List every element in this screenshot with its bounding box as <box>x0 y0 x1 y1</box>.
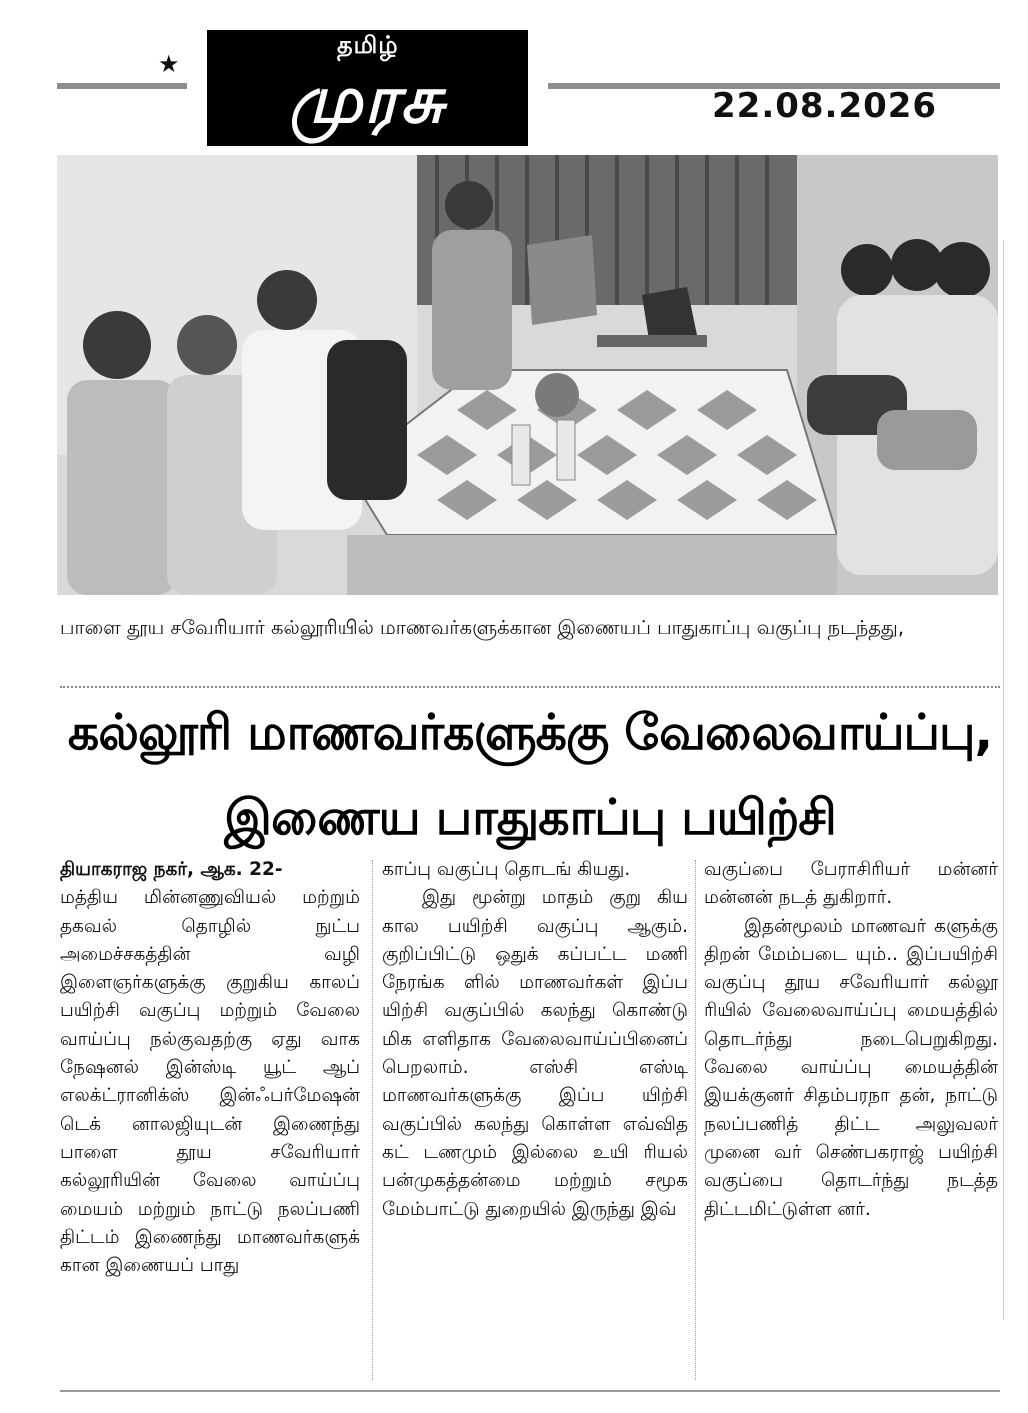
article-col1-text: மத்திய மின்னணுவியல் மற்றும் தகவல் தொழில் நுட்ப அமைச்சகத்தின் வழி இளைஞர்களுக்கு குறுகிய காலப் பயிற்சி வகுப்பு மற்றும் வேலை வாய்ப்பு நல்குவதற்கு ஏது வாக நேஷனல் இன்ஸ்டி யூட் ஆப் எலக்ட்ரானிக்ஸ் இன்ஃபர்மேஷன் டெக் னாலஜியுடன் இணைந்து பாளை தூய சவேரியார் கல்லூரியின் வேலை வாய்ப்பு மையம் மற்றும் நாட்டு நலப்பணி திட்டம் இணைந்து மாணவர்களுக் கான இணையப் பாது <box>60 887 360 1277</box>
article-col3-p2: இதன்மூலம் மாணவர் களுக்கு திறன் மேம்படை யும்.. இப்பயிற்சி வகுப்பு தூய சவேரியார் கல்லூ ரியில் வேலைவாய்ப்பு மையத்தில் தொடர்ந்து நடைபெறுகிறது. வேலை வாய்ப்பு மையத்தின் இயக்குனர் சிதம்பரநா தன், நாட்டு நலப்பணித் திட்ட அலுவலர் முனை வர் செண்பகராஜ் பயிற்சி வகுப்பை தொடர்ந்து நடத்த திட்டமிட்டுள்ள னர். <box>704 915 998 1220</box>
classroom-photo-illustration <box>57 155 998 595</box>
article-col2-p1: காப்பு வகுப்பு தொடங் கியது. <box>382 859 631 880</box>
adjacent-column-fragment <box>1003 240 1028 1320</box>
masthead-rule-left <box>57 83 187 89</box>
article-col2-p2: இது மூன்று மாதம் குறு கிய கால பயிற்சி வகுப்பு ஆகும். குறிப்பிட்டு ஒதுக் கப்பட்ட மணி நேரங்க ளில் மாணவர்கள் இப்ப யிற்சி வகுப்பில் கலந்து கொண்டு மிக எளிதாக வேலைவாய்ப்பினைப் பெறலாம். எஸ்சி எஸ்டி மாணவர்களுக்கு இப்ப யிற்சி வகுப்பில் கலந்து கொள்ள எவ்வித கட் டணமும் இல்லை உயி ரியல் பன்முகத்தன்மை மற்றும் சமூக மேம்பாட்டு துறையில் இருந்து இவ் <box>382 887 688 1220</box>
bottom-rule <box>60 1390 1000 1392</box>
logo-small-text: தமிழ் <box>337 31 399 59</box>
column-separator <box>695 860 696 1380</box>
article-column-2 <box>382 856 688 1224</box>
logo-big-text: முரசு <box>288 61 446 138</box>
edition-date: 22.08.2026 <box>712 86 938 126</box>
headline-line-1: கல்லூரி மாணவர்களுக்கு வேலைவாய்ப்பு, <box>67 704 993 761</box>
headline-line-2: இணைய பாதுகாப்பு பயிற்சி <box>224 789 836 846</box>
article-column-3 <box>704 856 998 1224</box>
article-column-1 <box>60 856 360 1280</box>
news-photo <box>57 155 998 595</box>
article-col3-p1: வகுப்பை பேராசிரியர் மன்னர் மன்னன் நடத் துகிறார். <box>704 859 998 909</box>
star-icon: ★ <box>158 50 180 78</box>
column-separator <box>372 860 373 1380</box>
article-dateline: தியாகராஜ நகர், ஆக. 22- <box>60 859 283 880</box>
newspaper-logo <box>207 30 528 146</box>
dotted-divider <box>60 686 1000 688</box>
photo-caption: பாளை தூய சவேரியார் கல்லூரியில் மாணவர்களுக்கான இணையப் பாதுகாப்பு வகுப்பு நடந்தது, <box>60 616 905 639</box>
